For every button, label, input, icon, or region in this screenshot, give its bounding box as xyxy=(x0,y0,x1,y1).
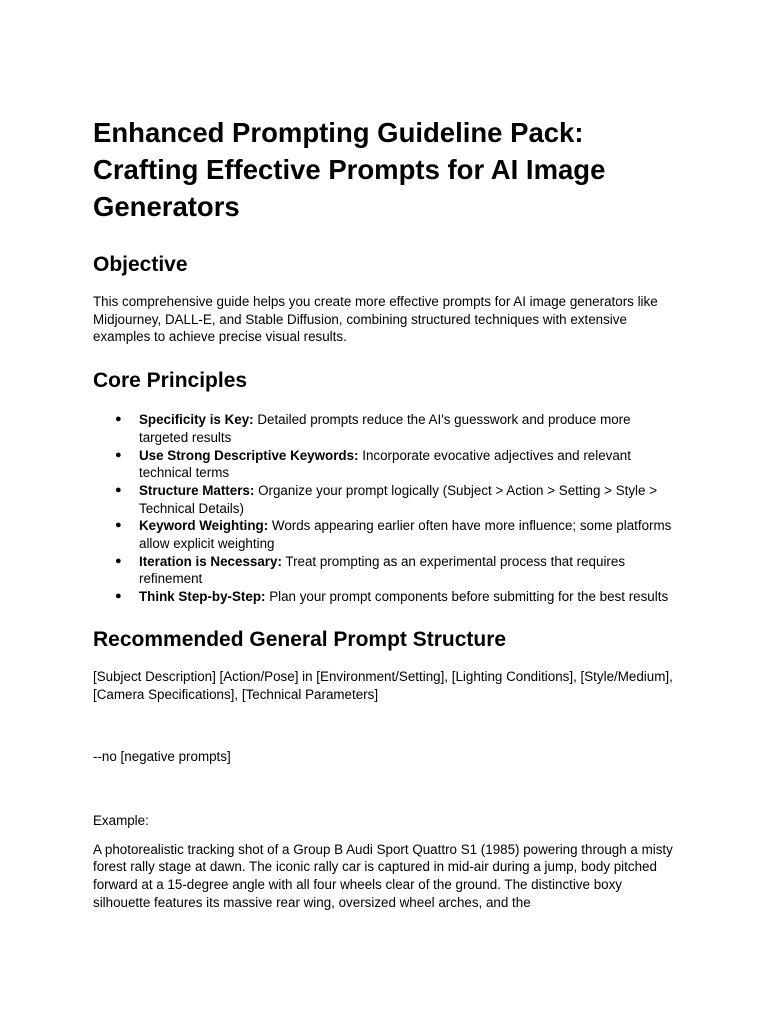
bullet-icon: ● xyxy=(115,590,122,603)
principle-text: Detailed prompts reduce the AI's guesswork and produce more targeted results xyxy=(139,412,631,445)
document-title: Enhanced Prompting Guideline Pack: Crafting Effective Prompts for AI Image Generators xyxy=(93,117,606,222)
list-item xyxy=(93,447,675,482)
list-item xyxy=(93,482,675,517)
objective-paragraph: This comprehensive guide helps you create more effective prompts for AI image generators like Midjourney, DALL-E, and Stable Diffusion, combining structured techniques with extensive examples to achieve precise visual results. xyxy=(93,294,658,345)
objective-heading: Objective xyxy=(93,253,188,276)
bullet-icon: ● xyxy=(115,448,122,461)
list-item xyxy=(93,553,675,588)
list-item xyxy=(93,517,675,552)
principle-text: Treat prompting as an experimental process that requires refinement xyxy=(139,553,626,587)
list-item xyxy=(93,588,675,606)
bullet-icon: ● xyxy=(115,413,122,426)
principle-term: Structure Matters: xyxy=(139,482,255,498)
principle-text: Words appearing earlier often have more influence; some platforms allow explicit weighting xyxy=(139,518,672,552)
principle-term: Keyword Weighting: xyxy=(139,518,269,534)
principle-term: Think Step-by-Step: xyxy=(139,589,266,605)
principle-term: Use Strong Descriptive Keywords: xyxy=(139,447,359,463)
bullet-icon: ● xyxy=(115,554,122,567)
negative-prompt-line: --no [negative prompts] xyxy=(93,749,231,765)
core-principles-list xyxy=(93,411,683,606)
principle-text: Plan your prompt components before submitting for the best results xyxy=(265,589,669,605)
structure-heading: Recommended General Prompt Structure xyxy=(93,627,507,651)
structure-template: [Subject Description] [Action/Pose] in [Environment/Setting], [Lighting Conditions], [Style/Medium], [Camera Specifications], [Technical Parameters] xyxy=(93,668,673,702)
document-page xyxy=(93,114,683,911)
principle-term: Specificity is Key: xyxy=(139,412,254,428)
list-item xyxy=(93,411,675,446)
core-principles-heading: Core Principles xyxy=(93,369,248,393)
principle-text: Organize your prompt logically (Subject > Action > Setting > Style > Technical Details) xyxy=(139,482,658,516)
bullet-icon: ● xyxy=(115,483,122,496)
bullet-icon: ● xyxy=(115,519,122,532)
example-paragraph: A photorealistic tracking shot of a Group B Audi Sport Quattro S1 (1985) powering through a misty forest rally stage at dawn. The iconic rally car is captured in mid-air during a jump, body pitched forward at a 15-degree angle with all four wheels clear of the ground. The distinctive boxy silhouette features its massive rear wing, oversized wheel arches, and the xyxy=(93,841,673,910)
principle-term: Iteration is Necessary: xyxy=(139,553,282,569)
example-label: Example: xyxy=(93,812,149,828)
principle-text: Incorporate evocative adjectives and relevant technical terms xyxy=(139,447,631,481)
